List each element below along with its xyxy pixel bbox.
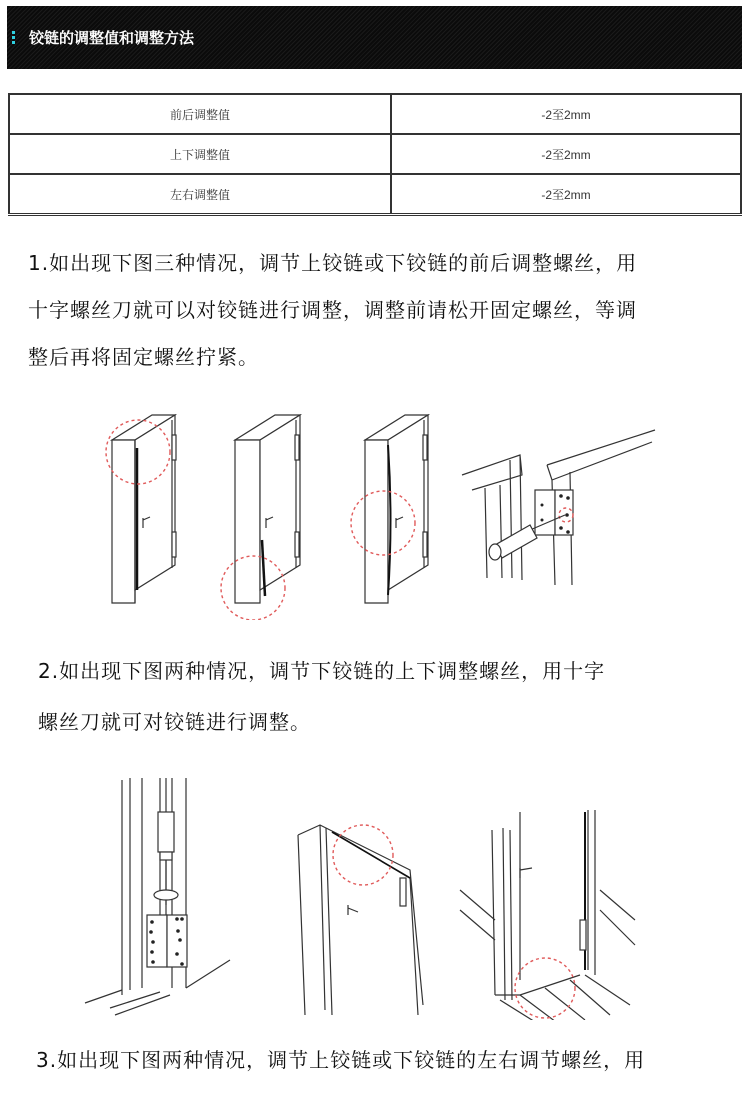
header-title: 铰链的调整值和调整方法 [29,29,195,47]
text-line: 3.如出现下图两种情况，调节上铰链或下铰链的左右调节螺丝，用 [36,1048,646,1072]
door-gap-bottom-illustration [221,415,300,620]
header-accent-icon [12,31,15,45]
section-2-illustrations [80,770,640,1020]
door-floor-rub-illustration [460,810,635,1020]
row-label: 前后调整值 [9,94,391,134]
screwdriver-hinge-front-back-illustration [462,430,655,585]
text-line: 1.如出现下图三种情况，调节上铰链或下铰链的前后调整螺丝，用 [28,251,638,275]
row-value: -2至2mm [391,134,741,174]
row-value: -2至2mm [391,174,741,215]
text-line: 螺丝刀就可对铰链进行调整。 [38,710,311,734]
table-row [9,134,741,174]
table-row [9,94,741,134]
adjustment-spec-table [8,93,742,216]
door-gap-middle-illustration [351,415,428,603]
text-line: 十字螺丝刀就可以对铰链进行调整，调整前请松开固定螺丝，等调 [28,298,637,322]
text-line: 整后再将固定螺丝拧紧。 [28,345,259,369]
section-3-text [36,1040,736,1080]
row-value: -2至2mm [391,94,741,134]
section-1-text [28,240,728,381]
text-line: 2.如出现下图两种情况，调节下铰链的上下调整螺丝，用十字 [38,659,606,683]
section-2-text [38,646,738,748]
section-1-illustrations [90,400,670,620]
screwdriver-hinge-vertical-illustration [85,778,230,1015]
door-gap-top-illustration [106,415,176,603]
door-top-gap-illustration [298,825,423,1015]
row-label: 上下调整值 [9,134,391,174]
table-row [9,174,741,215]
row-label: 左右调整值 [9,174,391,215]
section-header [7,6,742,69]
